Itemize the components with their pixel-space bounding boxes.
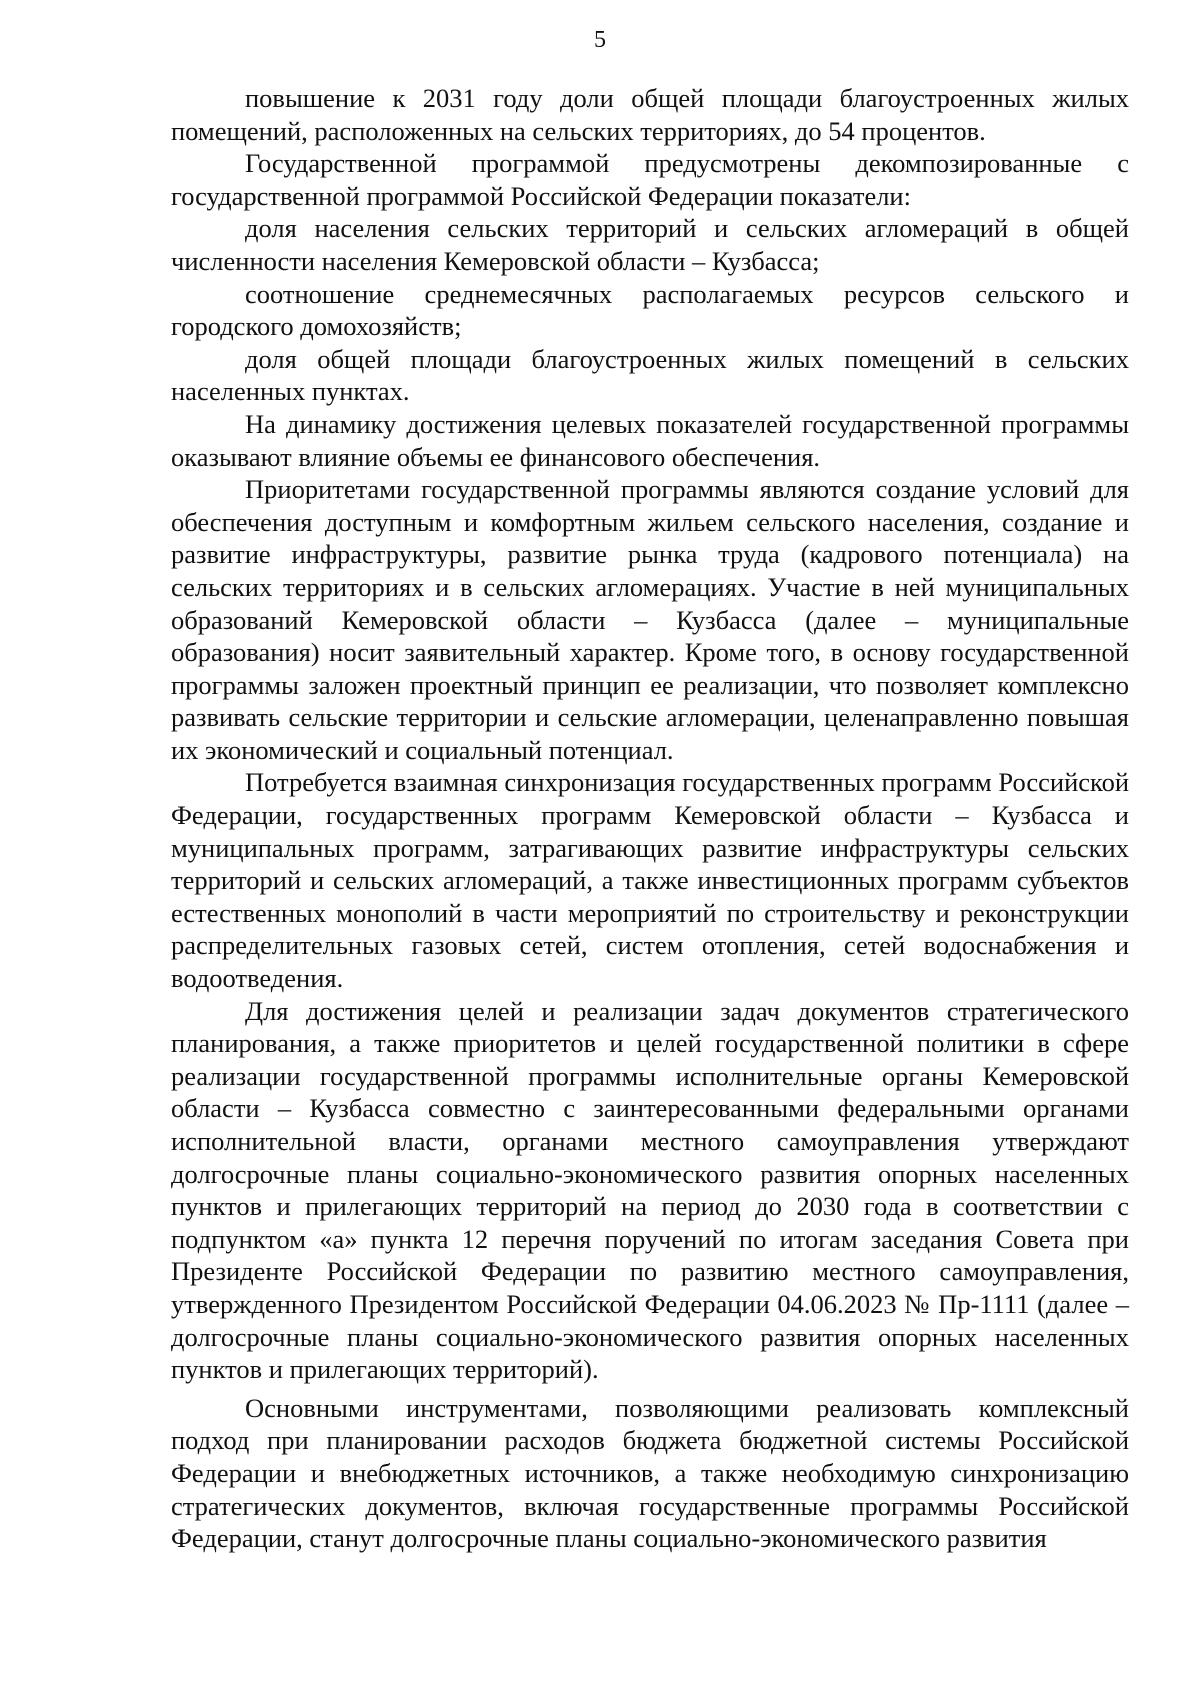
indicator-housing-area-share: доля общей площади благоустроенных жилых помещений в сельских населенных пунктах. — [171, 343, 1129, 407]
paragraph-funding-influence: На динамику достижения целевых показателей государственной программы оказывают влияние объемы ее финансового обеспечения. — [171, 408, 1129, 472]
paragraph-housing-target: повышение к 2031 году доли общей площади благоустроенных жилых помещений, расположенных на сельских территориях, до 54 процентов. — [171, 83, 1129, 146]
indicator-household-resources-ratio: соотношение среднемесячных располагаемых ресурсов сельского и городского домохозяйств; — [171, 278, 1129, 342]
indicator-rural-population-share: доля населения сельских территорий и сельских агломераций в общей численности населения Кемеровской области – Кузбасса; — [171, 213, 1129, 276]
paragraph-main-instruments: Основными инструментами, позволяющими реализовать комплексный подход при планировании расходов бюджета бюджетной системы Российской Федерации и внебюджетных источников, а также необходимую синхронизацию стратегических документов, включая государственные программы Российской Федерации, станут долгосрочные планы социально-экономического развития — [171, 1392, 1129, 1554]
paragraph-priorities: Приоритетами государственной программы являются создание условий для обеспечения доступным и комфортным жильем сельского населения, создание и развитие инфраструктуры, развитие рынка труда (кадрового потенциала) на сельских территориях и в сельских агломерациях. Участие в ней муниципальных образований Кемеровской области – Кузбасса (далее – муниципальные образования) носит заявительный характер. Кроме того, в основу государственной программы заложен проектный принцип ее реализации, что позволяет комплексно развивать сельские территории и сельские агломерации, целенаправленно повышая их экономический и социальный потенциал. — [171, 474, 1129, 765]
paragraph-long-term-plans: Для достижения целей и реализации задач документов стратегического планирования, а также приоритетов и целей государственной политики в сфере реализации государственной программы исполнительные органы Кемеровской области – Кузбасса совместно с заинтересованными федеральными органами исполнительной власти, органами местного самоуправления утверждают долгосрочные планы социально-экономического развития опорных населенных пунктов и прилегающих территорий на период до 2030 года в соответствии с подпунктом «а» пункта 12 перечня поручений по итогам заседания Совета при Президенте Российской Федерации по развитию местного самоуправления, утвержденного Президентом Российской Федерации 04.06.2023 № Пр-1111 (далее – долгосрочные планы социально-экономического развития опорных населенных пунктов и прилегающих территорий). — [171, 995, 1129, 1385]
paragraph-decomposed-indicators: Государственной программой предусмотрены декомпозированные с государственной программой Российской Федерации показатели: — [171, 148, 1129, 211]
document-body — [171, 82, 1129, 1555]
page-number: 5 — [594, 27, 606, 53]
paragraph-synchronization: Потребуется взаимная синхронизация государственных программ Российской Федерации, государственных программ Кемеровской области – Кузбасса и муниципальных программ, затрагивающих развитие инфраструктуры сельских территорий и сельских агломераций, а также инвестиционных программ субъектов естественных монополий в части мероприятий по строительству и реконструкции распределительных газовых сетей, систем отопления, сетей водоснабжения и водоотведения. — [171, 767, 1129, 994]
